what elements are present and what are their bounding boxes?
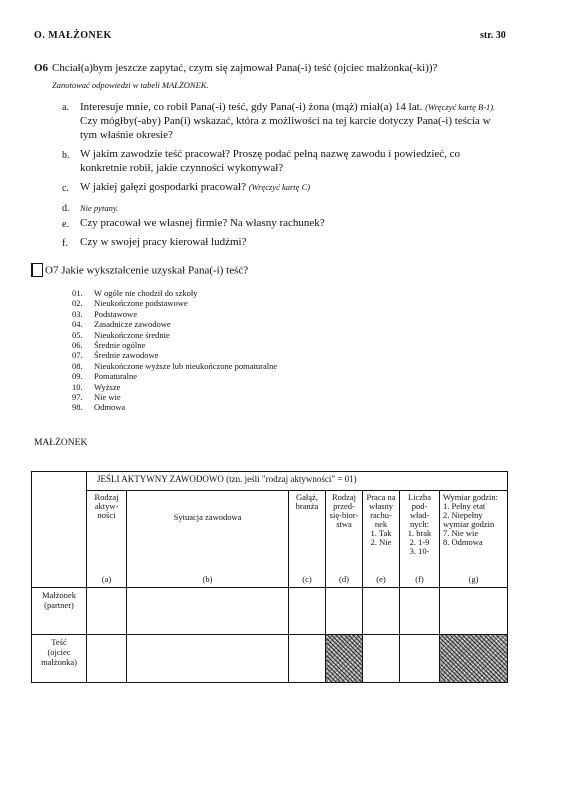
sub-item-e: Czy pracował we własnej firmie? Na własny rachunek? (80, 217, 325, 229)
occupation-table (31, 471, 508, 683)
cell-input[interactable] (87, 587, 127, 634)
sub-letter-a: a. (62, 102, 69, 113)
sub-letter-e: e. (62, 219, 69, 230)
sub-item-b: W jakim zawodzie teść pracował? Proszę podać pełną nazwę zawodu i powiedzieć, co konkretnie robił, jakie czynności wykonywał? (80, 148, 461, 174)
cell-input[interactable] (87, 634, 127, 682)
section-label-spouse: MAŁŻONEK (34, 438, 88, 448)
table-span-header: JEŚLI AKTYWNY ZAWODOWO (tzn. jeśli "rodzaj aktywności" = 01) (87, 472, 508, 491)
list-item: 01. W ogóle nie chodził do szkoły (72, 288, 198, 298)
sub-item-a-instruction: (Wręczyć kartę B-1). (425, 102, 496, 112)
question-note-06: Zanotować odpowiedzi w tabeli MAŁŻONEK. (52, 80, 209, 90)
list-item: 97. Nie wie (72, 392, 121, 403)
sub-letter-f: f. (62, 238, 68, 249)
cell-input[interactable] (127, 587, 289, 634)
col-header-b: Sytuacja zawodowa (b) (127, 490, 289, 587)
row-header-father-in-law: Teść (ojciec małżonka) (32, 634, 87, 682)
sub-item-d: Nie pytany. (80, 203, 119, 213)
list-item: 06. Średnie ogólne (72, 340, 146, 351)
shaded-cell (326, 634, 363, 682)
sub-item-f: Czy w swojej pracy kierował ludźmi? (80, 236, 247, 248)
list-item: 07. Średnie zawodowe (72, 350, 159, 361)
question-07 (31, 264, 248, 278)
cell-input[interactable] (440, 587, 508, 634)
cell-input[interactable] (400, 634, 440, 682)
sub-item-c-text: W jakiej gałęzi gospodarki pracował? (80, 181, 246, 193)
cell-input[interactable] (127, 634, 289, 682)
row-header-spouse: Małżonek (partner) (32, 587, 87, 634)
question-text-07: Jakie wykształcenie uzyskał Pana(-i) teść? (61, 264, 249, 277)
col-header-d: Rodzaj przed-się-bior-stwa (d) (326, 490, 363, 587)
shaded-cell (440, 634, 508, 682)
list-item: 04. Zasadnicze zawodowe (72, 319, 171, 330)
sub-letter-d: d. (62, 203, 70, 214)
cell-input[interactable] (289, 587, 326, 634)
col-header-a: Rodzaj aktyw-ności (a) (87, 490, 127, 587)
sub-item-c (80, 180, 310, 194)
cell-input[interactable] (289, 634, 326, 682)
list-item: 02. Nieukończone podstawowe (72, 298, 188, 309)
question-text-06: Chciał(a)bym jeszcze zapytać, czym się zajmował Pana(-i) teść (ojciec małżonka(-ki))? (52, 62, 438, 74)
sub-item-a-text: Interesuje mnie, co robił Pana(-i) teść, gdy Pana(-i) żona (mąż) miał(a) 14 lat. (80, 101, 423, 113)
question-number-06: O6 (34, 62, 49, 74)
list-item: 10. Wyższe (72, 381, 121, 392)
list-item: 05. Nieukończone średnie (72, 329, 170, 340)
question-number-07: O7 (45, 264, 59, 277)
cell-input[interactable] (363, 634, 400, 682)
list-item: 09. Pomaturalne (72, 371, 137, 382)
sub-item-a (80, 100, 505, 142)
section-header: O. MAŁŻONEK (34, 30, 112, 41)
table-row (32, 634, 508, 682)
list-item: 03. Podstawowe (72, 308, 137, 319)
sub-letter-b: b. (62, 150, 70, 161)
sub-item-a-text2: Czy mógłby(-aby) Pan(i) wskazać, która z możliwości na tej karcie dotyczy Pana(-i) teścia w tym właśnie okresie? (80, 115, 491, 141)
cell-input[interactable] (363, 587, 400, 634)
col-header-c: Gałąź, branża (c) (289, 490, 326, 587)
sub-letter-c: c. (62, 183, 69, 194)
page-number: str. 30 (480, 30, 506, 41)
table-row (32, 587, 508, 634)
col-header-g: Wymiar godzin: 1. Pełny etat 2. Niepełny wymiar godzin 7. Nie wie 8. Odmowa (g) (440, 490, 508, 587)
list-item: 08. Nieukończone wyższe lub nieukończone pomaturalne (72, 360, 278, 371)
education-options (72, 288, 277, 413)
checkbox-mark-icon (31, 263, 43, 277)
col-header-e: Praca na własny rachu-nek 1. Tak 2. Nie (e) (363, 490, 400, 587)
list-item: 98. Odmowa (72, 402, 126, 413)
cell-input[interactable] (326, 587, 363, 634)
col-header-f: Liczba pod-wład-nych: 1. brak 2. 1-9 3. 10- (f) (400, 490, 440, 587)
sub-item-c-instruction: (Wręczyć kartę C) (248, 182, 311, 192)
cell-input[interactable] (400, 587, 440, 634)
